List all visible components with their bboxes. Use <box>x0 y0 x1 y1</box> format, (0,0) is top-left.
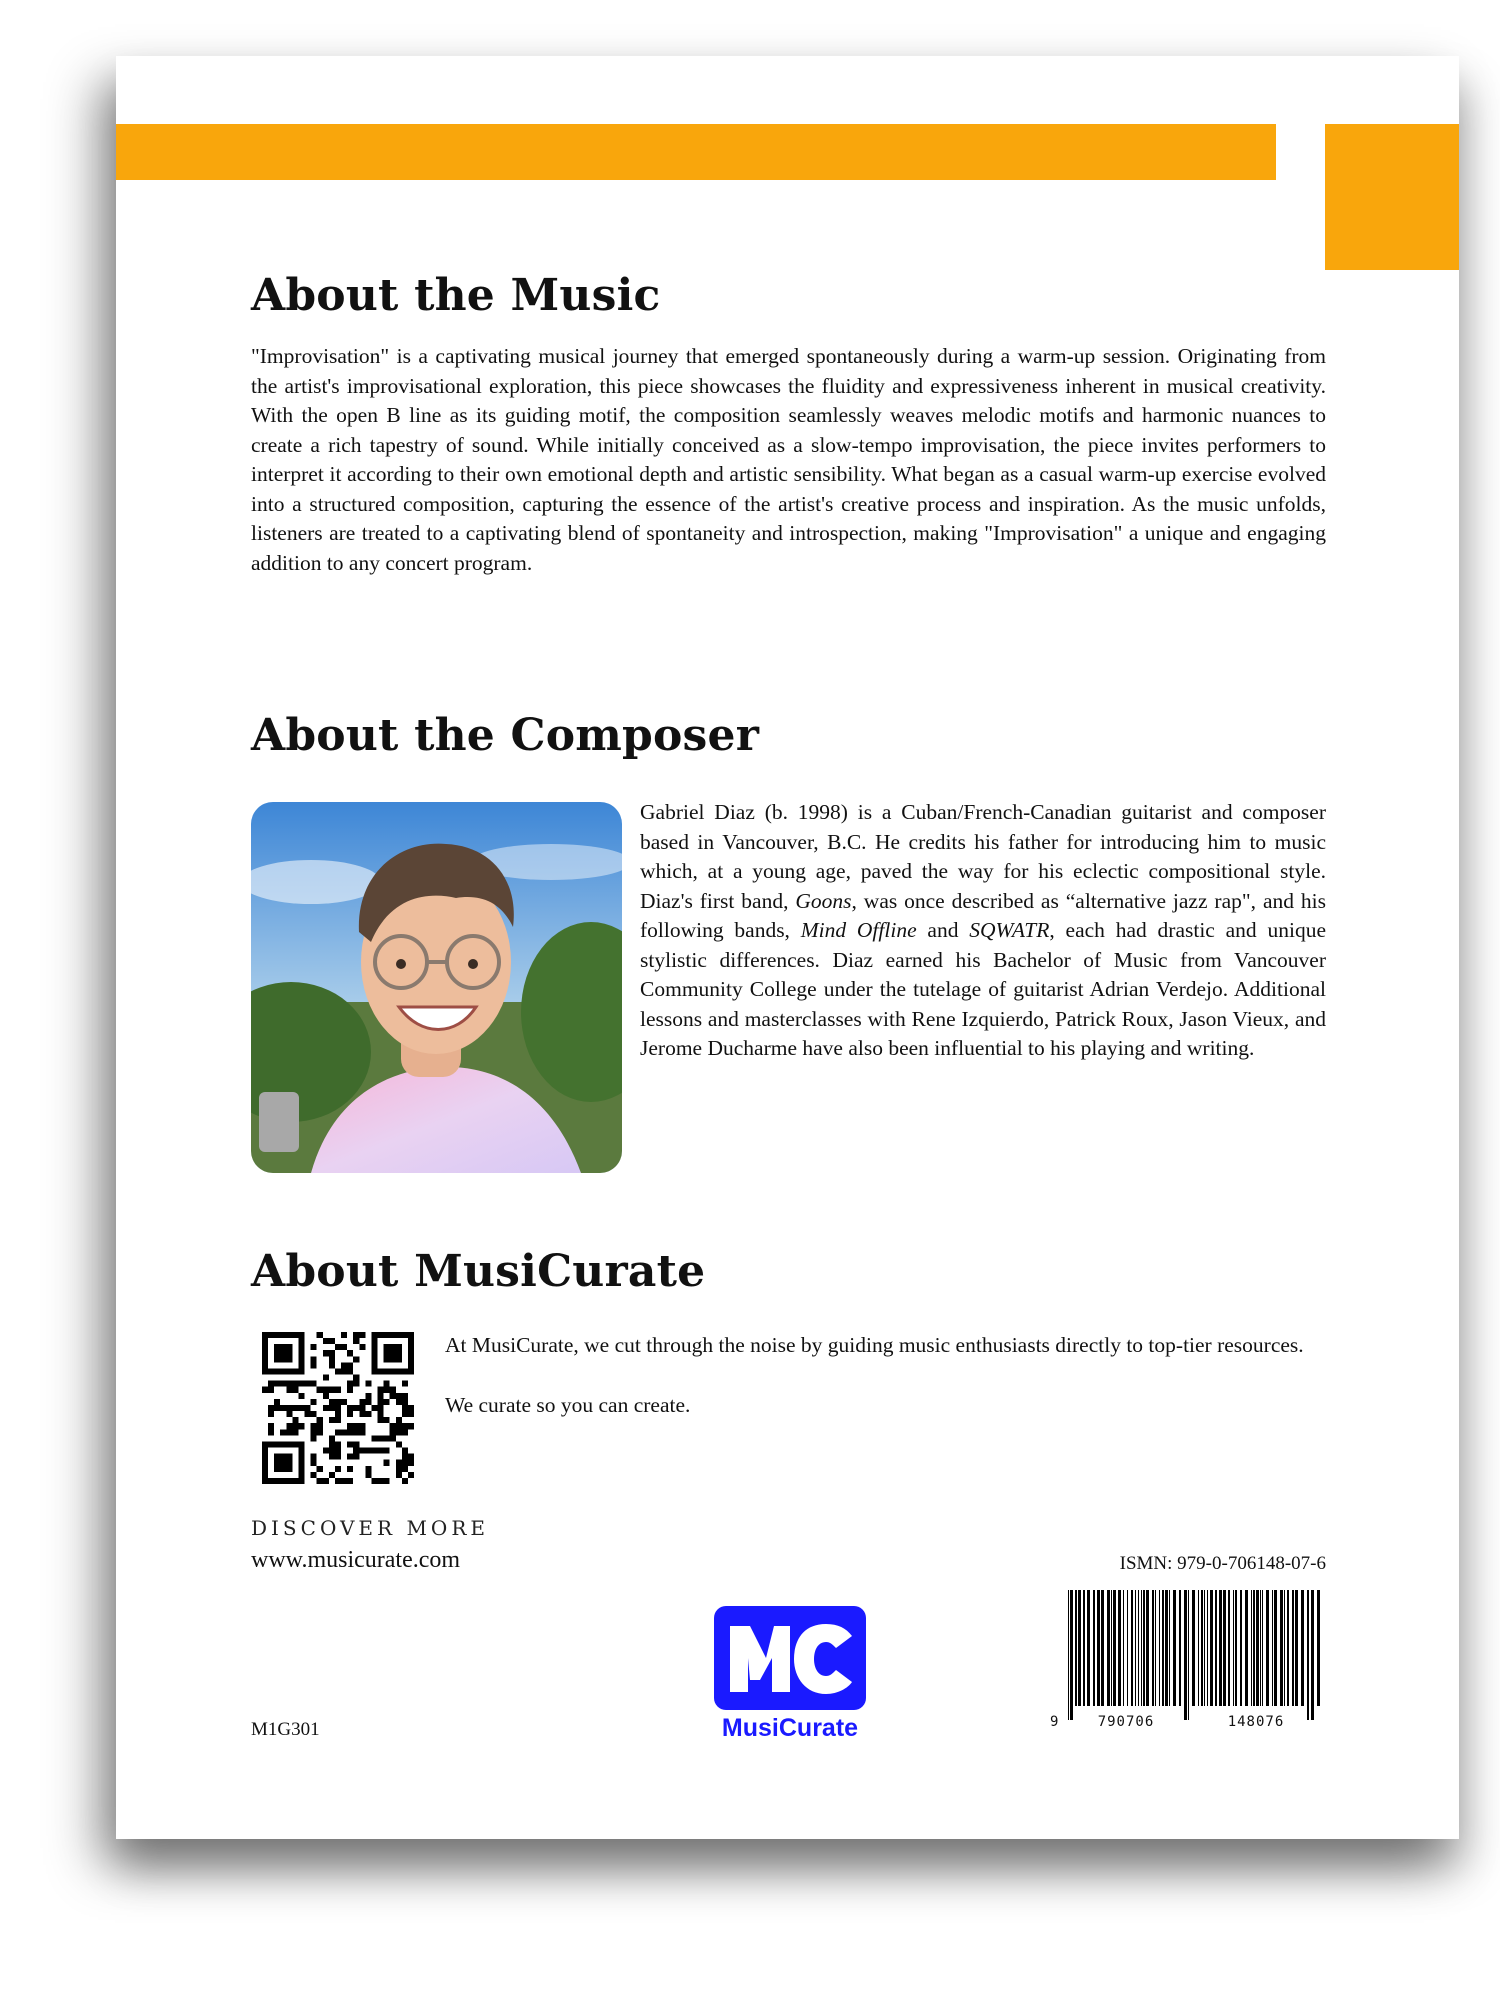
company-tagline: We curate so you can create. <box>445 1393 691 1417</box>
band-name: Goons <box>795 888 852 913</box>
qr-code-icon[interactable] <box>262 1332 414 1484</box>
music-heading: About the Music <box>251 270 661 321</box>
music-description: "Improvisation" is a captivating musical journey that emerged spontaneously during a warm-up session. Originating from the artist's improvisational exploration, this piece showcases the fluidity and expressiveness inherent in musical creativity. With the open B line as its guiding motif, the composition seamlessly weaves melodic motifs and harmonic nuances to create a rich tapestry of sound. While initially conceived as a slow-tempo improvisation, the piece invites performers to interpret it according to their own emotional depth and artistic sensibility. What began as a casual warm-up exercise evolved into a structured composition, capturing the essence of the artist's creative process and inspiration. As the music unfolds, listeners are treated to a captivating blend of spontaneity and introspection, making "Improvisation" a unique and engaging addition to any concert program. <box>251 344 1326 575</box>
accent-corner-block <box>1325 124 1459 270</box>
musicurate-logo <box>710 1606 870 1746</box>
barcode-icon <box>1046 1590 1326 1730</box>
composer-bio-text: , was once described as “alternative jazz rap", and his following bands, <box>640 888 1326 942</box>
barcode-digit-prefix: 9 <box>1050 1714 1059 1730</box>
composer-bio <box>640 798 1326 1064</box>
company-heading: About MusiCurate <box>251 1246 706 1297</box>
composer-heading: About the Composer <box>251 710 760 761</box>
company-description: At MusiCurate, we cut through the noise by guiding music enthusiasts directly to top-tier resources. <box>445 1333 1304 1357</box>
catalog-code: M1G301 <box>251 1719 320 1740</box>
band-name: SQWATR <box>969 918 1050 942</box>
ismn-label: ISMN: 979-0-706148-07-6 <box>1119 1553 1326 1574</box>
band-name: Mind Offline <box>800 918 917 942</box>
composer-photo <box>251 802 622 1173</box>
accent-bar <box>116 124 1276 180</box>
logo-wordmark: MusiCurate <box>721 1714 859 1742</box>
website-link[interactable]: www.musicurate.com <box>251 1547 461 1573</box>
discover-more-label: DISCOVER MORE <box>251 1516 489 1540</box>
mc-logo-icon <box>714 1606 866 1710</box>
back-cover-page <box>116 56 1459 1839</box>
barcode-digit-group: 790706 <box>1097 1714 1155 1730</box>
composer-bio-text: , each had drastic and unique stylistic differences. Diaz earned his Bachelor of Music from Vancouver Community College under the tutelage of guitarist Adrian Verdejo. Additional lessons and masterclasses with Rene Izquierdo, Patrick Roux, Jason Vieux, and Jerome Ducharme have also been influential to his playing and writing. <box>640 918 1326 1060</box>
composer-bio-text: Gabriel Diaz (b. 1998) is a Cuban/French-Canadian guitarist and composer based in Vancouver, B.C. He credits his father for introducing him to music which, at a young age, paved the way for his eclectic compositional style. Diaz's first band, <box>640 800 1326 913</box>
composer-bio-text: and <box>916 918 970 942</box>
barcode-digit-group: 148076 <box>1227 1714 1285 1730</box>
